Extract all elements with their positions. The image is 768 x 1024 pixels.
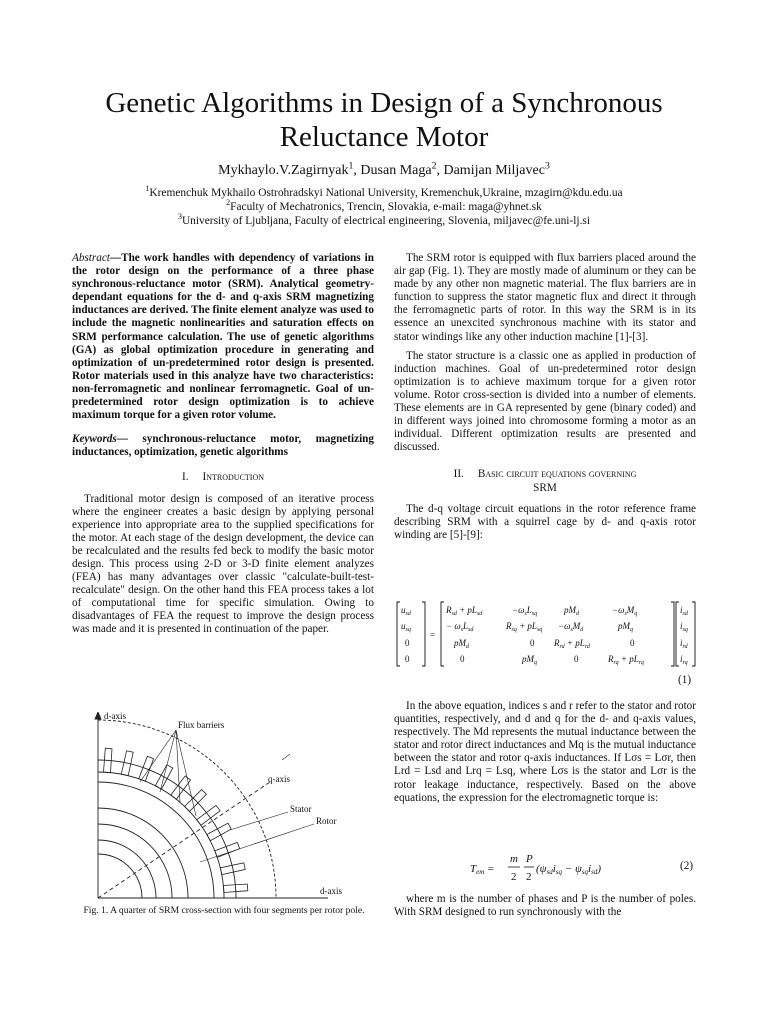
right-paragraph-5: where m is the number of phases and P is the number of poles. With SRM designed to run synchronously with the: [394, 893, 696, 919]
svg-text:ird: $i_{rd}$: [680, 638, 688, 650]
author-name: Damijan Miljavec: [443, 163, 545, 178]
keywords-text: — synchronous-reluctance motor, magnetizing inductances, optimization, genetic algorithms: [72, 433, 374, 459]
stator-slots: [104, 748, 248, 892]
author-name: Mykhaylo.V.Zagirnyak: [218, 163, 349, 178]
affiliation-list: [40, 186, 728, 228]
svg-text:usd: $u_{sd}$: [401, 605, 411, 617]
right-column-bottom: [394, 893, 696, 919]
svg-text:−ωsMd: $-\omega_sM_d$: [558, 621, 584, 633]
abstract-label: Abstract: [72, 252, 110, 264]
rotor-outer-arc: [98, 782, 214, 898]
svg-text:2: 2: [526, 871, 532, 883]
author-sup: 2: [431, 160, 437, 172]
rotor-barrier-arc-3: [98, 840, 156, 898]
page-title: Genetic Algorithms in Design of a Synchronous Reluctance Motor: [105, 87, 663, 153]
svg-text:Tem =: Tem =: [470, 863, 495, 876]
svg-text:−ωsLsq: $-\omega_sL_{sq}$: [512, 605, 538, 617]
svg-text:0: 0: [574, 654, 579, 664]
svg-text:(ψsdisq − ψsqisd): (ψsdisq − ψsqisd): [536, 863, 601, 876]
svg-text:pMd: $pM_d$: [564, 605, 579, 617]
label-rotor: Rotor: [316, 816, 337, 826]
author-list: Mykhaylo.V.Zagirnyak$^1$, Dusan Maga$^2$, Damijan Miljavec$^3$: [218, 160, 550, 178]
svg-text:isq: $i_{sq}$: [680, 621, 688, 633]
right-paragraph-4: In the above equation, indices s and r refer to the stator and rotor quantities, respectively, and d and q for the d- and q-axis values, respectively. The Md represents the mutual inductance between the stator and rotor direct inductances and Mq is the mutual inductance between the stator and rotor q-axis inductances. If Lσs = Lσr, then Lrd = Lsd and Lrq = Lsq, where Lσs is the stator and Lσr is the rotor leakage inductance, respectively. Based on the above equations, the expression for the electromagnetic torque is:: [394, 700, 696, 804]
svg-text:− ωsLsd: − $\omega_sL_{sd}$: [446, 621, 474, 633]
svg-text:Rrd + pLrd: $R_{rd} + pL_{rd}$: [554, 638, 590, 650]
svg-text:irq: $i_{rq}$: [680, 654, 688, 666]
affiliation-line: $^2$Faculty of Mechatronics, Trencin, Slovakia, e-mail: maga@yhnet.sk: [226, 198, 542, 213]
label-q-axis: q-axis: [268, 774, 290, 784]
svg-text:0: 0: [630, 638, 635, 648]
svg-text:−ωsMq: $-\omega_sM_q$: [612, 605, 638, 617]
label-stator: Stator: [290, 804, 312, 814]
author-sup: 1: [348, 160, 354, 172]
keywords: [72, 433, 374, 459]
svg-text:pMq: $pM_q$: [618, 621, 633, 633]
right-paragraph-2: The stator structure is a classic one as applied in production of induction machines. Goal of un-predetermined rotor design optimization is to achieve maximum torque for a given rotor volume. Rotor cross-section is divided into a number of elements. These elements are in GA represented by gene (binary coded) and in different ways joined into chromosome forming a motor as an individual. Different optimization results are presented and discussed.: [394, 349, 696, 454]
q-axis-line: [98, 782, 270, 898]
svg-text:0: 0: [405, 638, 410, 648]
svg-text:0: 0: [405, 654, 410, 664]
equation-1-number: (1): [678, 674, 692, 686]
svg-text:pMq: $pM_q$: [522, 654, 537, 666]
svg-text:Rsd + pLsd: $R_{sd} + pL_{sd}$: [446, 605, 483, 617]
rotor-barrier-arc-2: [98, 824, 172, 898]
svg-text:isd: $i_{sd}$: [680, 605, 688, 617]
left-column: [72, 252, 374, 637]
section-heading-circuit-equations: II. Basic circuit equations governing SRM: [453, 468, 637, 494]
srm-cross-section-figure: [80, 712, 380, 902]
right-column-lower: [394, 700, 696, 805]
svg-text:2: 2: [511, 871, 517, 883]
label-d-axis-top: d-axis: [104, 712, 126, 721]
d-axis-arrow-icon: [95, 712, 101, 719]
svg-text:Rrq + pLrq: $R_{rq} + pL_{rq}$: [608, 654, 644, 666]
author-sup: 3: [544, 160, 550, 172]
stator-inner-arc: [98, 772, 224, 898]
rotor-barrier-arc-1: [98, 808, 188, 898]
rotor-barrier-arc-4: [98, 854, 142, 898]
pointer-line: [230, 812, 288, 830]
equation-2-torque: [470, 850, 650, 886]
intro-paragraph: Traditional motor design is composed of an iterative process where the engineer creates a basic design by applying personal experience into appropriate area to the supplied specifications for the motor. At each stage of the design development, the device can be recalculated and the results fed beck to modify the basic motor design. This process using 2-D or 3-D finite element analyzes (FEA) has many advantages over classic "calculate-built-test-recalculate" design. On the other hand this FEA process takes a lot of computational time for specific simulation. Owing to disadvantages of FEA the request to improve the design process was made and it is presented in continuation of the paper.: [72, 492, 374, 636]
label-flux-barriers: Flux barriers: [178, 720, 225, 730]
author-name: Dusan Maga: [360, 163, 432, 178]
affiliation-line: $^3$University of Ljubljana, Faculty of electrical engineering, Slovenia, miljavec@fe.uni-lj.si: [177, 212, 591, 227]
svg-text:pMd: $pM_d$: [454, 638, 469, 650]
equation-1-matrix: [394, 600, 696, 670]
svg-text:=: =: [430, 630, 436, 640]
equation-2-number: (2): [680, 860, 694, 872]
svg-text:m: m: [510, 853, 518, 865]
right-paragraph-1: The SRM rotor is equipped with flux barriers placed around the air gap (Fig. 1). They are mostly made of aluminum or they can be made by any other non magnetic material. The flux barriers are in function to suppress the stator magnetic flux and direct it through the ferromagnetic parts of rotor. In this way the SRM is in its essence an unexcited synchronous machine with its stator and stator windings like any other induction machine [1]-[3].: [394, 252, 696, 343]
svg-text:0: 0: [460, 654, 465, 664]
svg-text:0: 0: [530, 638, 535, 648]
right-paragraph-3: The d-q voltage circuit equations in the rotor reference frame describing SRM with a squirrel cage by d- and q-axis rotor winding are [5]-[9]:: [394, 502, 696, 541]
pointer-line: [176, 730, 180, 802]
right-column: [394, 252, 696, 542]
pointer-line: [282, 754, 290, 760]
svg-text:usq: $u_{sq}$: [401, 621, 411, 633]
svg-text:Rsq + pLsq: $R_{sq} + pL_{sq}$: [506, 621, 543, 633]
label-d-axis-right: d-axis: [320, 886, 342, 896]
section-heading-introduction: I. Introduction: [181, 471, 265, 484]
svg-text:P: P: [526, 853, 533, 865]
figure-caption: Fig. 1. A quarter of SRM cross-section with four segments per rotor pole.: [83, 905, 365, 916]
affiliation-line: $^1$Kremenchuk Mykhailo Ostrohradskyi National University, Kremenchuk,Ukraine, mzagirn@kdu.edu.ua: [145, 184, 623, 199]
stator-back-arc: [98, 760, 236, 898]
pointer-line: [200, 824, 314, 862]
abstract: [72, 252, 374, 422]
keywords-label: Keywords: [72, 433, 117, 446]
abstract-text: —The work handles with dependency of variations in the rotor design on the performance of a three phase synchronous-reluctance motor (SRM). Analytical geometry-dependant equations for the d- and q-axis SRM magnetizing inductances are derived. The finite element analyze was used to include the magnetic nonlinearities and saturation effects on SRM performance calculation. The use of genetic algorithms (GA) as global optimization procedure in generating and optimization of un-predetermined rotor design is presented. Rotor materials used in this analyze have two characteristics: non-ferromagnetic and nonlinear ferromagnetic. Goal of un-predetermined rotor design optimization is to achieve maximum torque for a given rotor volume.: [72, 252, 374, 422]
